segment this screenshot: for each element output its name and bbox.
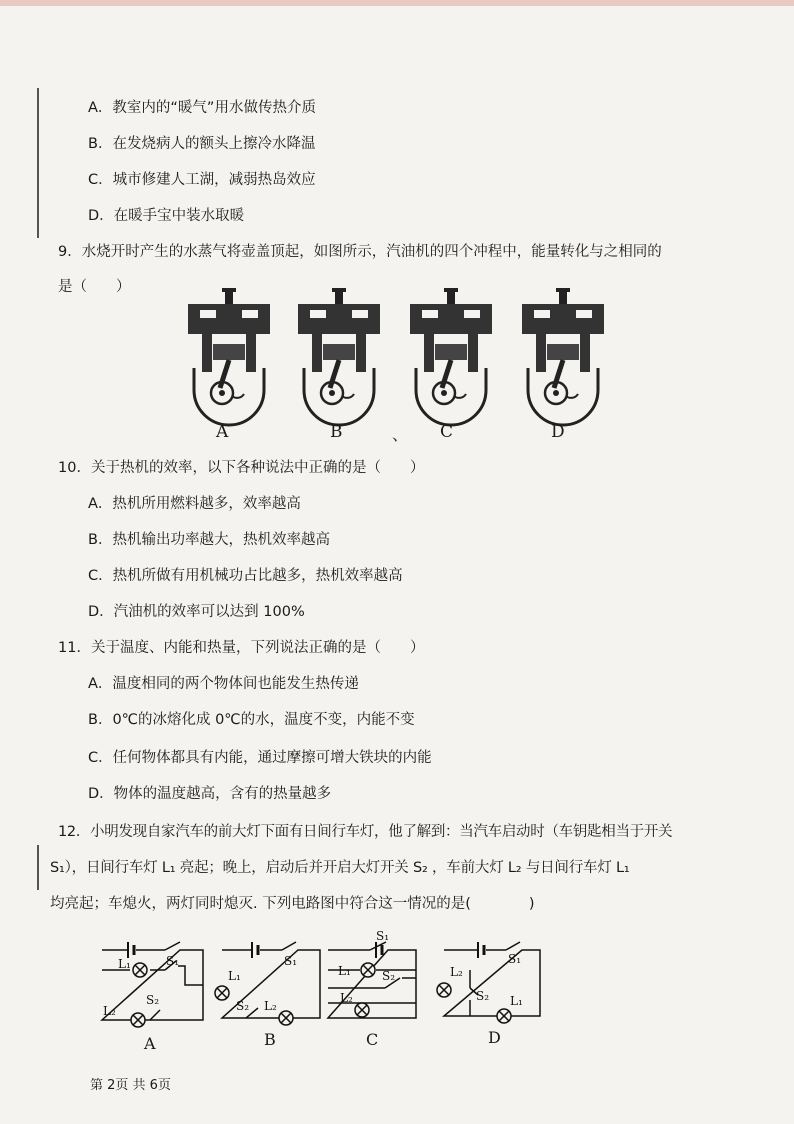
circuit-d-l2-label: L₂ bbox=[450, 965, 463, 979]
q12-stem-line3: 均亮起；车熄火，两灯同时熄灭. 下列电路图中符合这一情况的是( ) bbox=[50, 896, 535, 912]
q11-stem: 11．关于温度、内能和热量，下列说法正确的是（ ） bbox=[58, 640, 425, 656]
q12-label-d: D bbox=[488, 1028, 501, 1047]
circuit-c-l1-label: L₁ bbox=[338, 964, 351, 978]
circuit-c-s1-label: S₁ bbox=[376, 929, 390, 943]
q8-option-c: C．城市修建人工湖，减弱热岛效应 bbox=[88, 172, 316, 188]
q12-stem-line1: 12．小明发现自家汽车的前大灯下面有日间行车灯，他了解到：当汽车启动时（车钥匙相当于开关 bbox=[58, 824, 673, 840]
q9-stem-line2: 是（ ） bbox=[58, 279, 131, 295]
q12-label-c: C bbox=[366, 1030, 379, 1049]
circuit-d-s1-label: S₁ bbox=[508, 952, 522, 966]
q11-option-d: D．物体的温度越高，含有的热量越多 bbox=[88, 786, 332, 802]
q8-option-a: A．教室内的“暖气”用水做传热介质 bbox=[88, 100, 316, 116]
q10-option-c: C．热机所做有用机械功占比越多，热机效率越高 bbox=[88, 568, 403, 584]
q12-label-a: A bbox=[144, 1034, 156, 1053]
q10-stem: 10．关于热机的效率，以下各种说法中正确的是（ ） bbox=[58, 460, 425, 476]
svg-text:、: 、 bbox=[392, 425, 409, 444]
circuit-a-l1-label: L₁ bbox=[118, 957, 131, 971]
q12-label-b: B bbox=[264, 1030, 276, 1049]
q11-option-c: C．任何物体都具有内能，通过摩擦可增大铁块的内能 bbox=[88, 750, 432, 766]
circuit-a-l2-label: L₂ bbox=[103, 1004, 116, 1018]
q12-stem-line2: S₁），日间行车灯 L₁ 亮起；晚上，启动后并开启大灯开关 S₂ ，车前大灯 L₂ 与日间行车灯 L₁ bbox=[50, 860, 630, 876]
q10-option-d: D．汽油机的效率可以达到 100% bbox=[88, 604, 305, 620]
circuit-a-s1-label: S₁ bbox=[166, 954, 180, 968]
q8-option-d: D．在暖手宝中装水取暖 bbox=[88, 208, 245, 224]
circuit-d-l1-label: L₁ bbox=[510, 994, 523, 1008]
q10-option-a: A．热机所用燃料越多，效率越高 bbox=[88, 496, 301, 512]
q8-option-b: B．在发烧病人的额头上擦冷水降温 bbox=[88, 136, 316, 152]
q11-option-a: A．温度相同的两个物体间也能发生热传递 bbox=[88, 676, 359, 692]
q9-label-a: A bbox=[216, 422, 229, 442]
q11-option-b: B．0℃的冰熔化成 0℃的水，温度不变，内能不变 bbox=[88, 712, 415, 728]
circuit-b-s1-label: S₁ bbox=[284, 954, 298, 968]
circuit-c-s2-label: S₂ bbox=[382, 969, 396, 983]
q9-stem-line1: 9．水烧开时产生的水蒸气将壶盖顶起，如图所示，汽油机的四个冲程中，能量转化与之相同的 bbox=[58, 244, 662, 260]
circuit-d-s2-label: S₂ bbox=[476, 989, 490, 1003]
q9-label-b: B bbox=[330, 422, 343, 442]
circuit-b-l2-label: L₂ bbox=[264, 999, 277, 1013]
circuit-b-l1-label: L₁ bbox=[228, 969, 241, 983]
circuit-c-l2-label: L₂ bbox=[340, 991, 353, 1005]
page-footer: 第 2页 共 6页 bbox=[90, 1078, 171, 1093]
q9-label-d: D bbox=[551, 422, 565, 442]
q9-label-c: C bbox=[440, 422, 454, 442]
circuit-b-s2-label: S₂ bbox=[236, 999, 250, 1013]
q10-option-b: B．热机输出功率越大，热机效率越高 bbox=[88, 532, 330, 548]
circuit-a-s2-label: S₂ bbox=[146, 993, 160, 1007]
